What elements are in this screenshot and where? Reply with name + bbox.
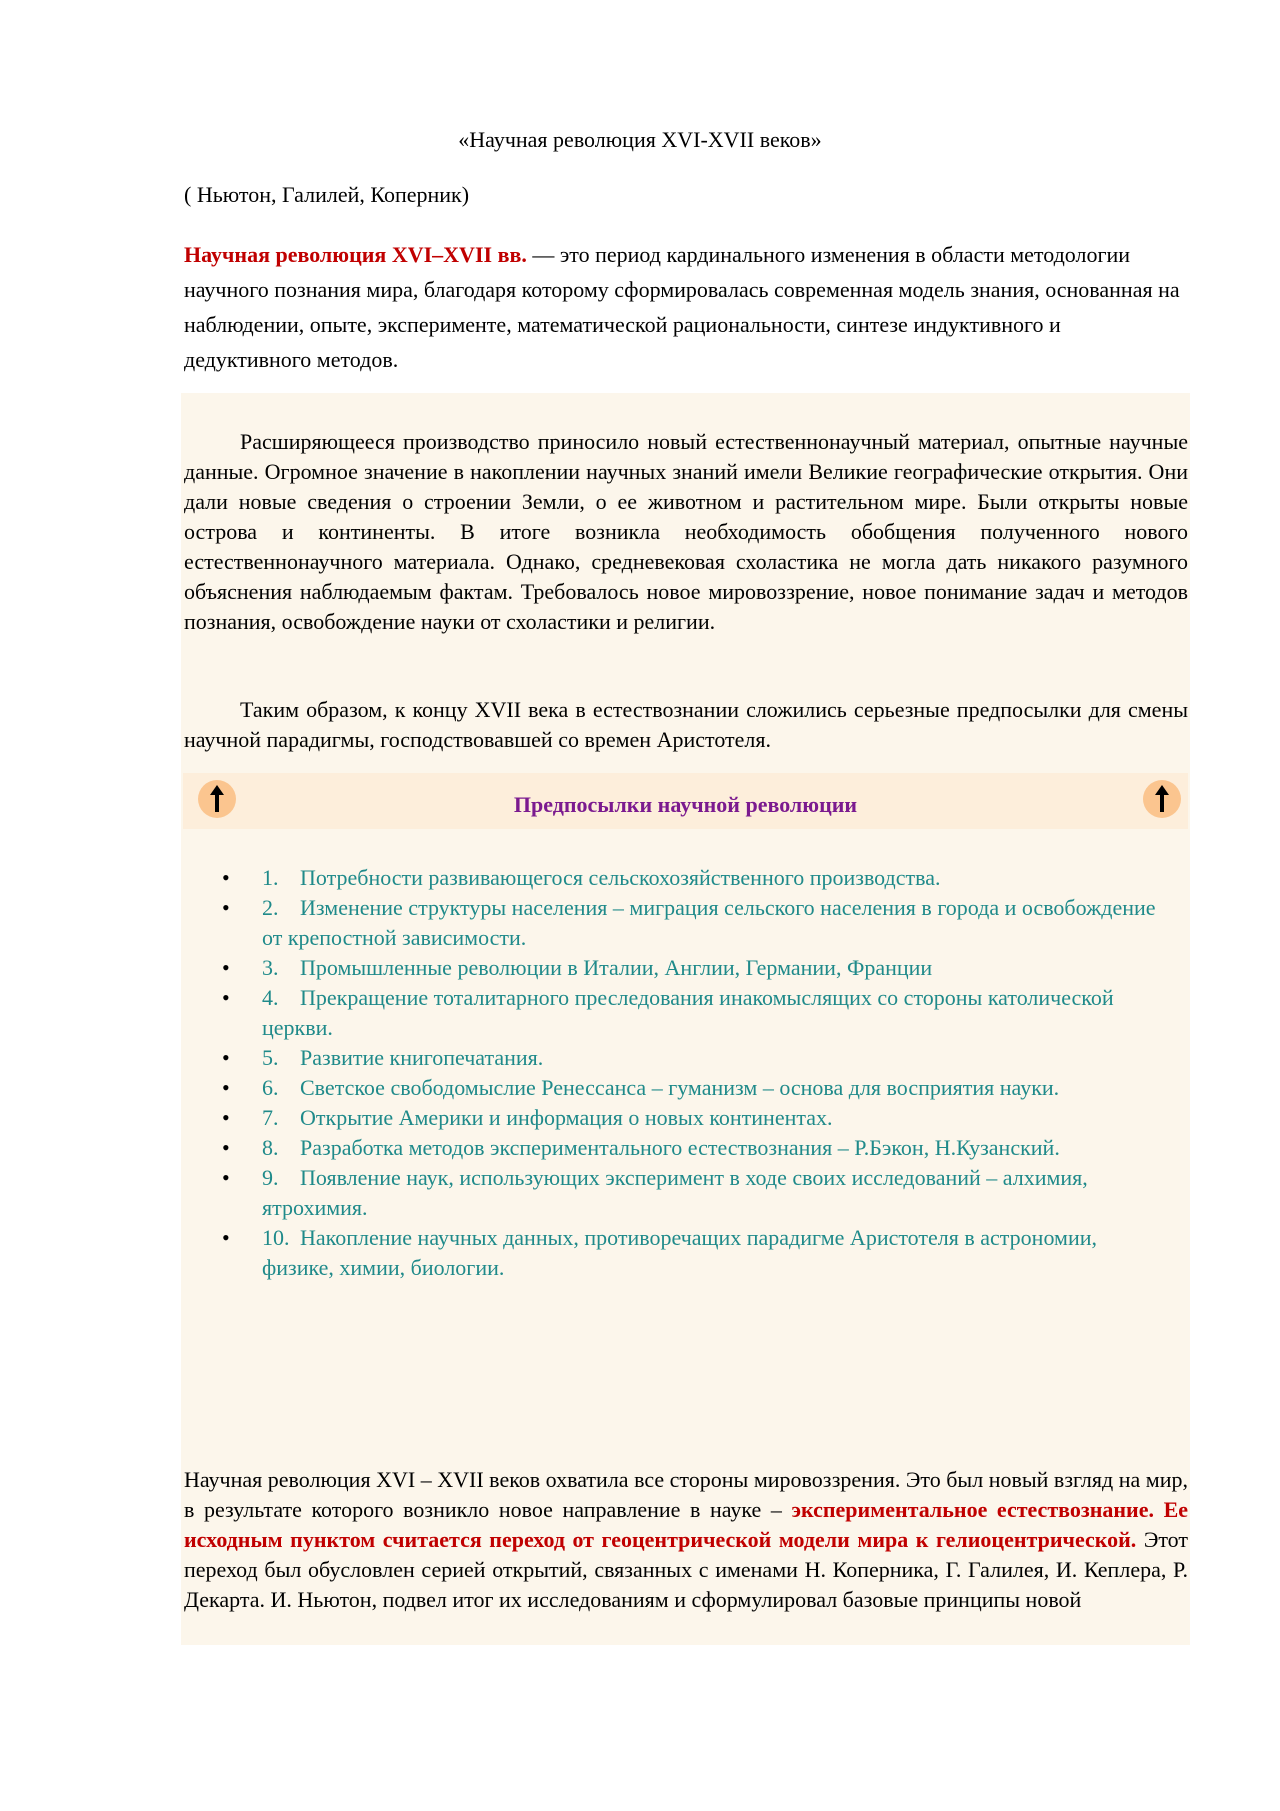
list-item — [210, 1133, 1170, 1163]
list-item — [210, 1163, 1170, 1223]
list-item-number: 9. — [262, 1165, 279, 1190]
list-item-number: 7. — [262, 1105, 279, 1130]
bullet-icon: • — [222, 1105, 230, 1130]
list-item-number: 2. — [262, 895, 279, 920]
bullet-icon: • — [222, 1045, 230, 1070]
document-subtitle: ( Ньютон, Галилей, Коперник) — [184, 182, 470, 207]
list-item-text: Развитие книгопечатания. — [300, 1045, 544, 1070]
list-item — [210, 1103, 1170, 1133]
list-item — [210, 1043, 1170, 1073]
intro-term: Научная революция XVI–XVII вв. — [184, 242, 527, 267]
list-item-text: Промышленные революции в Италии, Англии, Германии, Франции — [300, 955, 933, 980]
paragraph-revolution-highlight: экспериментальное естествознание. Ее исходным пунктом считается переход от геоцентрической модели мира к гелиоцентрической. — [184, 1497, 1189, 1552]
bullet-icon: • — [222, 895, 230, 920]
bullet-icon: • — [222, 955, 230, 980]
list-item-text: Разработка методов экспериментального естествознания – Р.Бэкон, Н.Кузанский. — [300, 1135, 1060, 1160]
bullet-icon: • — [222, 1165, 230, 1190]
list-item-number: 5. — [262, 1045, 279, 1070]
list-item — [210, 953, 1170, 983]
list-item-number: 4. — [262, 985, 279, 1010]
paragraph-production: Расширяющееся производство приносило новый естественнонаучный материал, опытные научные данные. Огромное значение в накоплении научных знаний имели Великие географические открытия. Они дали новые сведения о строении Земли, о ее животном и растительном мире. Были открыты новые острова и континенты. В итоге возникла необходимость обобщения полученного нового естественнонаучного материала. Однако, средневековая схоластика не могла дать никакого разумного объяснения наблюдаемым фактам. Требовалось новое мировоззрение, новое понимание задач и методов познания, освобождение науки от схоластики и религии. — [184, 429, 1188, 634]
list-item-number: 8. — [262, 1135, 279, 1160]
bullet-icon: • — [222, 1225, 230, 1250]
list-item — [210, 863, 1170, 893]
paragraph-revolution-part2: Этот переход был обусловлен серией открытий, связанных с именами Н. Коперника, Г. Галилея, И. Кеплера, Р. Декарта. И. Ньютон, подвел итог их исследованиям и сформулировал базовые принципы новой — [184, 1527, 1189, 1612]
bullet-icon: • — [222, 1135, 230, 1160]
intro-text: — это период кардинального изменения в области методологии научного познания мира, благодаря которому сформировалась современная модель знания, основанная на наблюдении, опыте, эксперименте, математической рациональности, синтезе индуктивного и дедуктивного методов. — [184, 242, 1180, 372]
section-title: Предпосылки научной революции — [513, 792, 858, 817]
list-item-number: 6. — [262, 1075, 279, 1100]
list-item-number: 3. — [262, 955, 279, 980]
bullet-icon: • — [222, 865, 230, 890]
paragraph-revolution-part1: Научная революция XVI – XVII веков охватила все стороны мировоззрения. Это был новый взгляд на мир, в результате которого возникло новое направление в науке – — [184, 1467, 1188, 1522]
list-item — [210, 893, 1170, 953]
list-item-text: Светское свободомыслие Ренессанса – гуманизм – основа для восприятия науки. — [300, 1075, 1060, 1100]
list-item-text: Изменение структуры населения – миграция сельского населения в города и освобождение от крепостной зависимости. — [262, 895, 1156, 950]
list-item-text: Прекращение тоталитарного преследования инакомыслящих со стороны католической церкви. — [262, 985, 1114, 1040]
prerequisites-list — [210, 863, 1170, 1283]
document-title: «Научная революция XVI-XVII веков» — [458, 127, 822, 152]
list-item-text: Появление наук, использующих эксперимент в ходе своих исследований – алхимия, ятрохимия. — [262, 1165, 1088, 1220]
list-item-text: Открытие Америки и информация о новых континентах. — [300, 1105, 833, 1130]
paragraph-conclusion: Таким образом, к концу XVII века в естествознании сложились серьезные предпосылки для смены научной парадигмы, господствовавшей со времен Аристотеля. — [184, 697, 1188, 752]
list-item — [210, 1073, 1170, 1103]
arrow-up-icon[interactable] — [1142, 779, 1182, 819]
list-item-text: Потребности развивающегося сельскохозяйственного производства. — [300, 865, 941, 890]
list-item — [210, 1223, 1170, 1283]
bullet-icon: • — [222, 1075, 230, 1100]
list-item-text: Накопление научных данных, противоречащих парадигме Аристотеля в астрономии, физике, химии, биологии. — [262, 1225, 1097, 1280]
list-item-number: 10. — [262, 1225, 290, 1250]
paragraph-revolution — [184, 1465, 1188, 1615]
list-item-number: 1. — [262, 865, 279, 890]
list-item — [210, 983, 1170, 1043]
bullet-icon: • — [222, 985, 230, 1010]
